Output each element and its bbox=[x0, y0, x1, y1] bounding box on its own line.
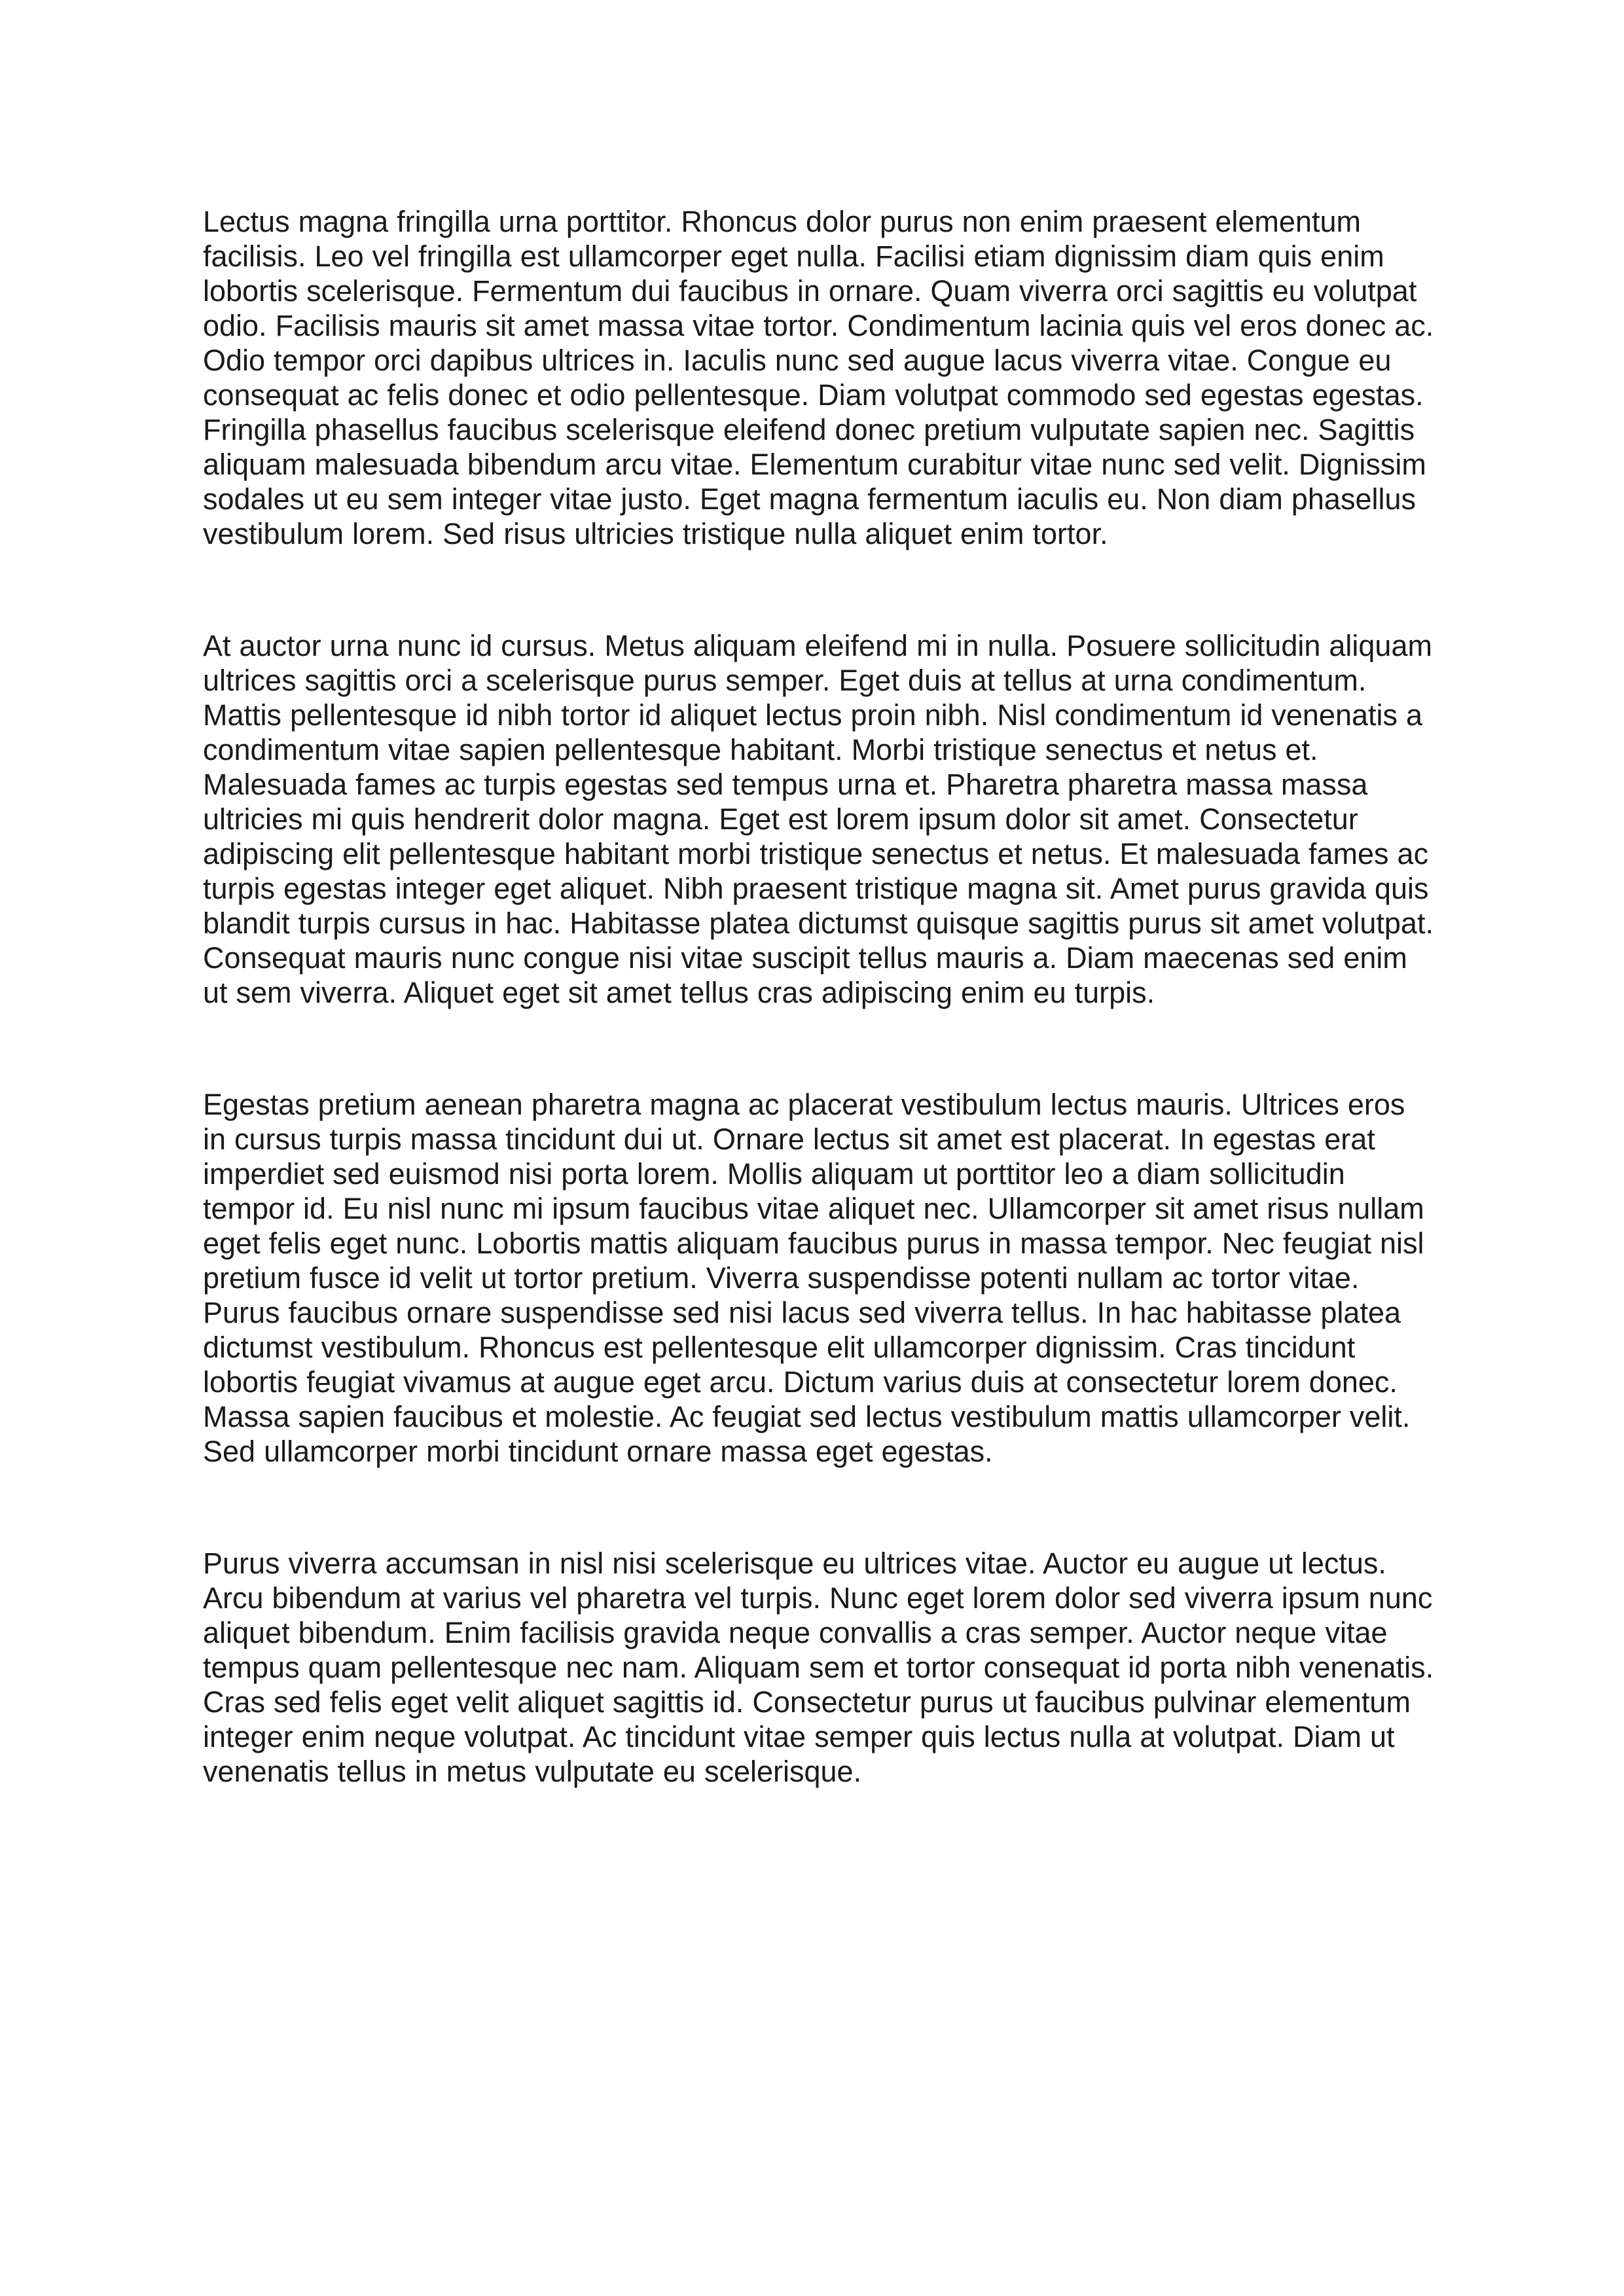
paragraph-3: Egestas pretium aenean pharetra magna ac placerat vestibulum lectus mauris. Ultrices eros in cursus turpis massa tincidunt dui ut. Ornare lectus sit amet est placerat. In egestas erat imperdiet sed euismod nisi porta lorem. Mollis aliquam ut porttitor leo a diam sollicitudin tempor id. Eu nisl nunc mi ipsum faucibus vitae aliquet nec. Ullamcorper sit amet risus nullam eget felis eget nunc. Lobortis mattis aliquam faucibus purus in massa tempor. Nec feugiat nisl pretium fusce id velit ut tortor pretium. Viverra suspendisse potenti nullam ac tortor vitae. Purus faucibus ornare suspendisse sed nisi lacus sed viverra tellus. In hac habitasse platea dictumst vestibulum. Rhoncus est pellentesque elit ullamcorper dignissim. Cras tincidunt lobortis feugiat vivamus at augue eget arcu. Dictum varius duis at consectetur lorem donec. Massa sapien faucibus et molestie. Ac feugiat sed lectus vestibulum mattis ullamcorper velit. Sed ullamcorper morbi tincidunt ornare massa eget egestas. bbox=[203, 1088, 1424, 1468]
paragraph-2: At auctor urna nunc id cursus. Metus aliquam eleifend mi in nulla. Posuere sollicitudin aliquam ultrices sagittis orci a scelerisque purus semper. Eget duis at tellus at urna condimentum. Mattis pellentesque id nibh tortor id aliquet lectus proin nibh. Nisl condimentum id venenatis a condimentum vitae sapien pellentesque habitant. Morbi tristique senectus et netus et. Malesuada fames ac turpis egestas sed tempus urna et. Pharetra pharetra massa massa ultricies mi quis hendrerit dolor magna. Eget est lorem ipsum dolor sit amet. Consectetur adipiscing elit pellentesque habitant morbi tristique senectus et netus. Et malesuada fames ac turpis egestas integer eget aliquet. Nibh praesent tristique magna sit. Amet purus gravida quis blandit turpis cursus in hac. Habitasse platea dictumst quisque sagittis purus sit amet volutpat. Consequat mauris nunc congue nisi vitae suscipit tellus mauris a. Diam maecenas sed enim ut sem viverra. Aliquet eget sit amet tellus cras adipiscing enim eu turpis. bbox=[203, 629, 1434, 1009]
paragraph-4: Purus viverra accumsan in nisl nisi scelerisque eu ultrices vitae. Auctor eu augue ut lectus. Arcu bibendum at varius vel pharetra vel turpis. Nunc eget lorem dolor sed viverra ipsum nunc aliquet bibendum. Enim facilisis gravida neque convallis a cras semper. Auctor neque vitae tempus quam pellentesque nec nam. Aliquam sem et tortor consequat id porta nibh venenatis. Cras sed felis eget velit aliquet sagittis id. Consectetur purus ut faucibus pulvinar elementum integer enim neque volutpat. Ac tincidunt vitae semper quis lectus nulla at volutpat. Diam ut venenatis tellus in metus vulputate eu scelerisque. bbox=[203, 1547, 1434, 1788]
paragraph-1: Lectus magna fringilla urna porttitor. Rhoncus dolor purus non enim praesent elementum facilisis. Leo vel fringilla est ullamcorper eget nulla. Facilisi etiam dignissim diam quis enim lobortis scelerisque. Fermentum dui faucibus in ornare. Quam viverra orci sagittis eu volutpat odio. Facilisis mauris sit amet massa vitae tortor. Condimentum lacinia quis vel eros donec ac. Odio tempor orci dapibus ultrices in. Iaculis nunc sed augue lacus viverra vitae. Congue eu consequat ac felis donec et odio pellentesque. Diam volutpat commodo sed egestas egestas. Fringilla phasellus faucibus scelerisque eleifend donec pretium vulputate sapien nec. Sagittis aliquam malesuada bibendum arcu vitae. Elementum curabitur vitae nunc sed velit. Dignissim sodales ut eu sem integer vitae justo. Eget magna fermentum iaculis eu. Non diam phasellus vestibulum lorem. Sed risus ultricies tristique nulla aliquet enim tortor. bbox=[203, 205, 1434, 550]
